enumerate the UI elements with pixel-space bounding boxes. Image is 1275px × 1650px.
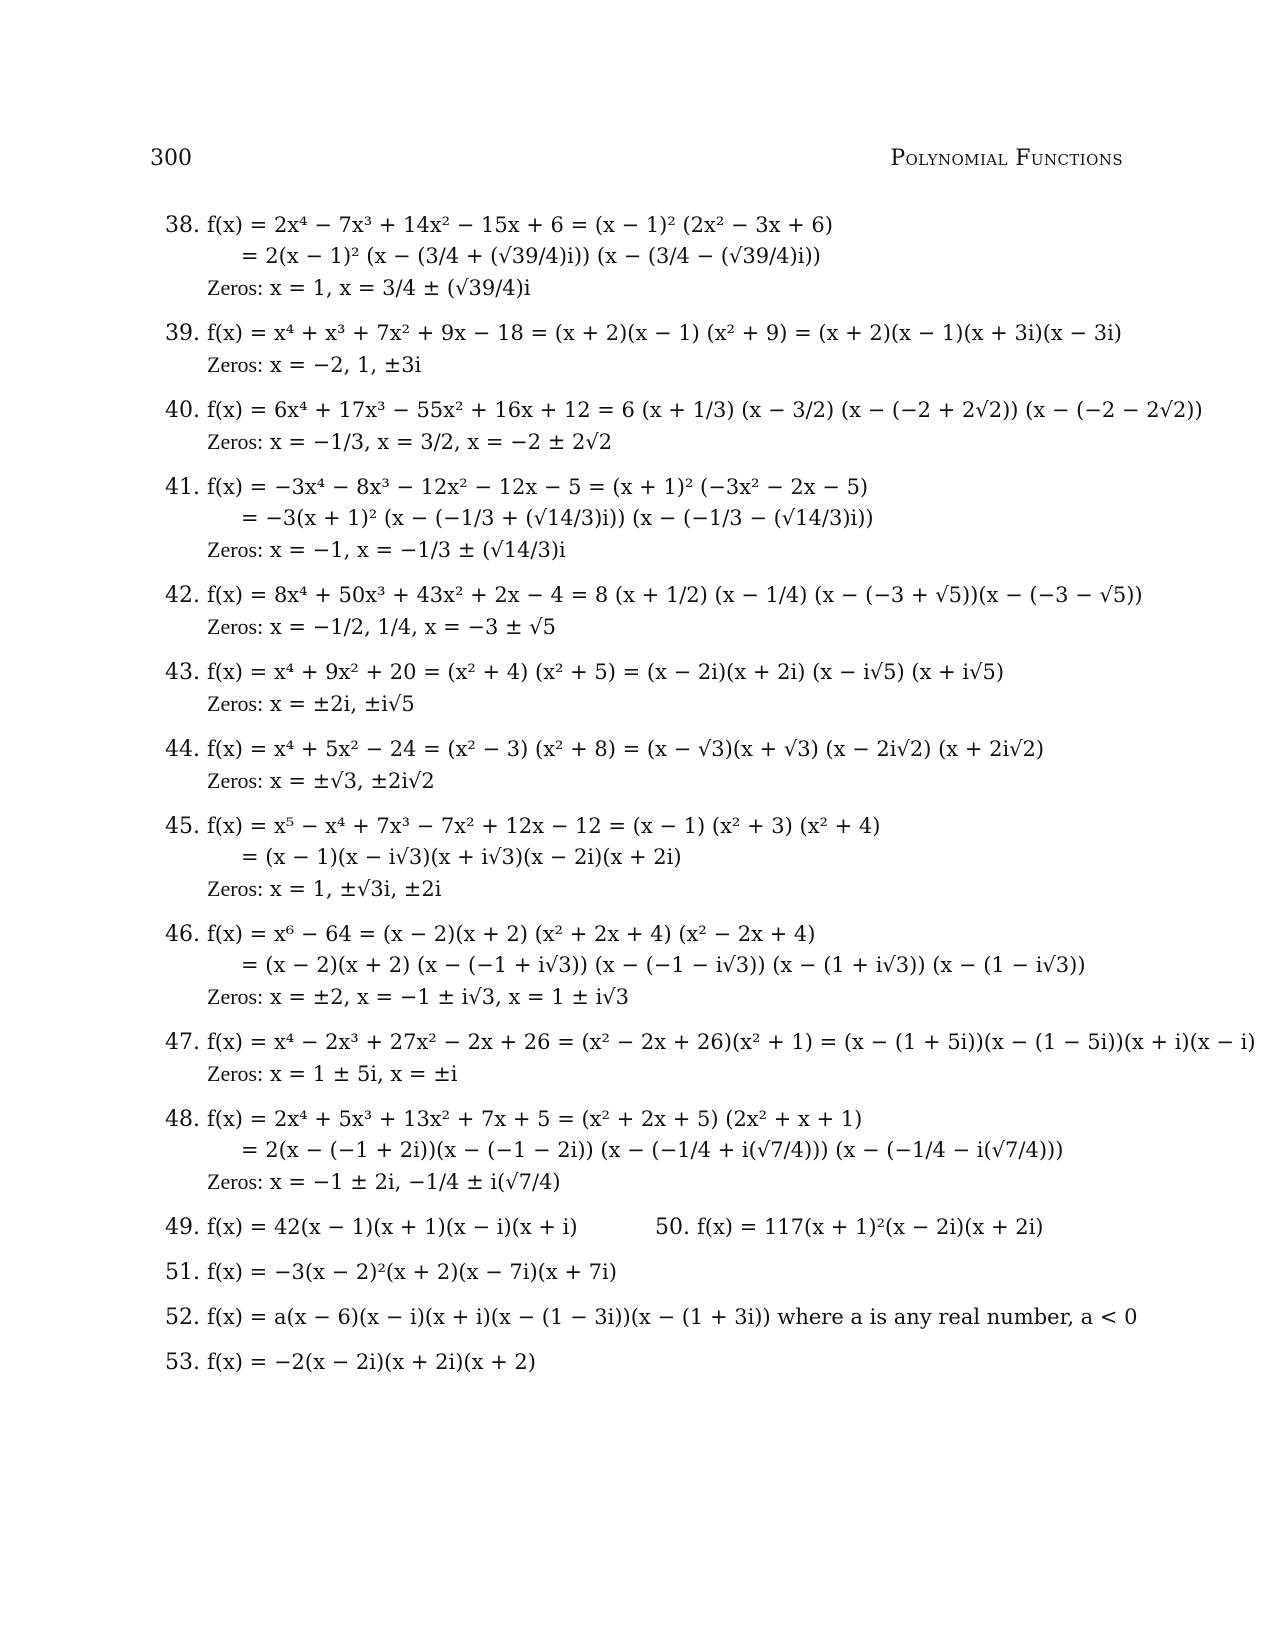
answer-line: f(x) = 117(x + 1)²(x − 2i)(x + 2i): [697, 1215, 1044, 1239]
zeros-label: Zeros:: [207, 1061, 264, 1086]
page-header: [150, 146, 1123, 171]
problem-number: 39.: [165, 321, 200, 346]
zeros-label: Zeros:: [207, 275, 264, 300]
problem-52: [165, 1302, 1138, 1333]
problem-number: 42.: [165, 583, 200, 608]
zeros-value: x = −1/2, 1/4, x = −3 ± √5: [269, 615, 557, 639]
factorization-line: = (x − 2)(x + 2) (x − (−1 + i√3)) (x − (−1 − i√3)) (x − (1 + i√3)) (x − (1 − i√3)): [241, 953, 1086, 977]
problem-number: 52.: [165, 1305, 200, 1330]
zeros-label: Zeros:: [207, 876, 264, 901]
zeros-value: x = 1 ± 5i, x = ±i: [269, 1062, 458, 1086]
zeros-line: [207, 349, 1125, 381]
factorization-line: f(x) = x⁴ + 9x² + 20 = (x² + 4) (x² + 5) = (x − 2i)(x + 2i) (x − i√5) (x + i√5): [207, 660, 1005, 684]
zeros-value: x = 1, ±√3i, ±2i: [269, 877, 442, 901]
factorization-line: f(x) = x⁵ − x⁴ + 7x³ − 7x² + 12x − 12 = (x − 1) (x² + 3) (x² + 4): [207, 814, 881, 838]
problem-39: [165, 318, 1125, 381]
factorization-line: f(x) = x⁴ − 2x³ + 27x² − 2x + 26 = (x² − 2x + 26)(x² + 1) = (x − (1 + 5i))(x − (1 − 5i))(x + i)(x − i): [207, 1030, 1256, 1054]
zeros-line: [207, 534, 1125, 566]
zeros-line: [207, 1058, 1256, 1090]
problem-number: 45.: [165, 814, 200, 839]
problem-49: [165, 1212, 655, 1243]
zeros-value: x = 1, x = 3/4 ± (√39/4)i: [269, 276, 531, 300]
problem-number: 50.: [655, 1215, 690, 1240]
zeros-label: Zeros:: [207, 352, 264, 377]
problem-50: [655, 1212, 1044, 1243]
problem-43: [165, 657, 1125, 720]
factorization-line: f(x) = x⁴ + 5x² − 24 = (x² − 3) (x² + 8) = (x − √3)(x + √3) (x − 2i√2) (x + 2i√2): [207, 737, 1045, 761]
zeros-line: [207, 426, 1203, 458]
factorization-line: = (x − 1)(x − i√3)(x + i√3)(x − 2i)(x + 2i): [241, 845, 682, 869]
problem-number: 41.: [165, 475, 200, 500]
problem-number: 47.: [165, 1030, 200, 1055]
page-number: 300: [150, 146, 192, 171]
problem-48: [165, 1104, 1125, 1198]
problem-51: [165, 1257, 1125, 1288]
problem-number: 51.: [165, 1260, 200, 1285]
zeros-value: x = −1 ± 2i, −1/4 ± i(√7/4): [269, 1170, 561, 1194]
zeros-line: [207, 873, 1125, 905]
factorization-line: = 2(x − (−1 + 2i))(x − (−1 − 2i)) (x − (−1/4 + i(√7/4))) (x − (−1/4 − i(√7/4))): [241, 1138, 1064, 1162]
zeros-value: x = ±2i, ±i√5: [269, 692, 415, 716]
problem-45: [165, 811, 1125, 905]
zeros-line: [207, 611, 1143, 643]
problem-41: [165, 472, 1125, 566]
problem-number: 49.: [165, 1215, 200, 1240]
factorization-line: = −3(x + 1)² (x − (−1/3 + (√14/3)i)) (x − (−1/3 − (√14/3)i)): [241, 506, 874, 530]
problem-number: 40.: [165, 398, 200, 423]
factorization-line: f(x) = 6x⁴ + 17x³ − 55x² + 16x + 12 = 6 (x + 1/3) (x − 3/2) (x − (−2 + 2√2)) (x − (−2 − 2√2)): [207, 398, 1203, 422]
zeros-label: Zeros:: [207, 1169, 264, 1194]
factorization-line: f(x) = 8x⁴ + 50x³ + 43x² + 2x − 4 = 8 (x + 1/2) (x − 1/4) (x − (−3 + √5))(x − (−3 − √5)): [207, 583, 1143, 607]
zeros-line: [207, 1166, 1125, 1198]
problem-number: 53.: [165, 1350, 200, 1375]
factorization-line: f(x) = 2x⁴ − 7x³ + 14x² − 15x + 6 = (x − 1)² (2x² − 3x + 6): [207, 213, 833, 237]
problem-40: [165, 395, 1203, 458]
problem-number: 46.: [165, 922, 200, 947]
zeros-value: x = −2, 1, ±3i: [269, 353, 422, 377]
answer-line: f(x) = −2(x − 2i)(x + 2i)(x + 2): [207, 1350, 536, 1374]
factorization-line: f(x) = x⁶ − 64 = (x − 2)(x + 2) (x² + 2x + 4) (x² − 2x + 4): [207, 922, 816, 946]
zeros-label: Zeros:: [207, 984, 264, 1009]
problem-44: [165, 734, 1125, 797]
zeros-value: x = ±2, x = −1 ± i√3, x = 1 ± i√3: [269, 985, 630, 1009]
problem-46: [165, 919, 1125, 1013]
answer-line: f(x) = 42(x − 1)(x + 1)(x − i)(x + i): [207, 1215, 578, 1239]
zeros-value: x = −1/3, x = 3/2, x = −2 ± 2√2: [269, 430, 613, 454]
zeros-label: Zeros:: [207, 537, 264, 562]
problem-53: [165, 1347, 1125, 1378]
factorization-line: f(x) = 2x⁴ + 5x³ + 13x² + 7x + 5 = (x² + 2x + 5) (2x² + x + 1): [207, 1107, 863, 1131]
zeros-label: Zeros:: [207, 614, 264, 639]
problem-number: 44.: [165, 737, 200, 762]
zeros-value: x = −1, x = −1/3 ± (√14/3)i: [269, 538, 566, 562]
zeros-line: [207, 688, 1125, 720]
answer-line: f(x) = a(x − 6)(x − i)(x + i)(x − (1 − 3i))(x − (1 + 3i)) where a is any real number, a < 0: [207, 1305, 1138, 1329]
zeros-label: Zeros:: [207, 768, 264, 793]
factorization-line: f(x) = x⁴ + x³ + 7x² + 9x − 18 = (x + 2)(x − 1) (x² + 9) = (x + 2)(x − 1)(x + 3i)(x − 3i): [207, 321, 1122, 345]
zeros-line: [207, 981, 1125, 1013]
problem-47: [165, 1027, 1256, 1090]
factorization-line: f(x) = −3x⁴ − 8x³ − 12x² − 12x − 5 = (x + 1)² (−3x² − 2x − 5): [207, 475, 869, 499]
zeros-line: [207, 272, 1125, 304]
problem-38: [165, 210, 1125, 304]
problem-number: 38.: [165, 213, 200, 238]
solutions-list: [165, 210, 1256, 1392]
problems-49-50-row: [165, 1212, 1125, 1243]
zeros-label: Zeros:: [207, 429, 264, 454]
factorization-line: = 2(x − 1)² (x − (3/4 + (√39/4)i)) (x − (3/4 − (√39/4)i)): [241, 244, 821, 268]
running-title: Polynomial Functions: [890, 146, 1123, 171]
answer-line: f(x) = −3(x − 2)²(x + 2)(x − 7i)(x + 7i): [207, 1260, 617, 1284]
problem-number: 48.: [165, 1107, 200, 1132]
zeros-line: [207, 765, 1125, 797]
problem-42: [165, 580, 1143, 643]
zeros-value: x = ±√3, ±2i√2: [269, 769, 435, 793]
zeros-label: Zeros:: [207, 691, 264, 716]
problem-number: 43.: [165, 660, 200, 685]
